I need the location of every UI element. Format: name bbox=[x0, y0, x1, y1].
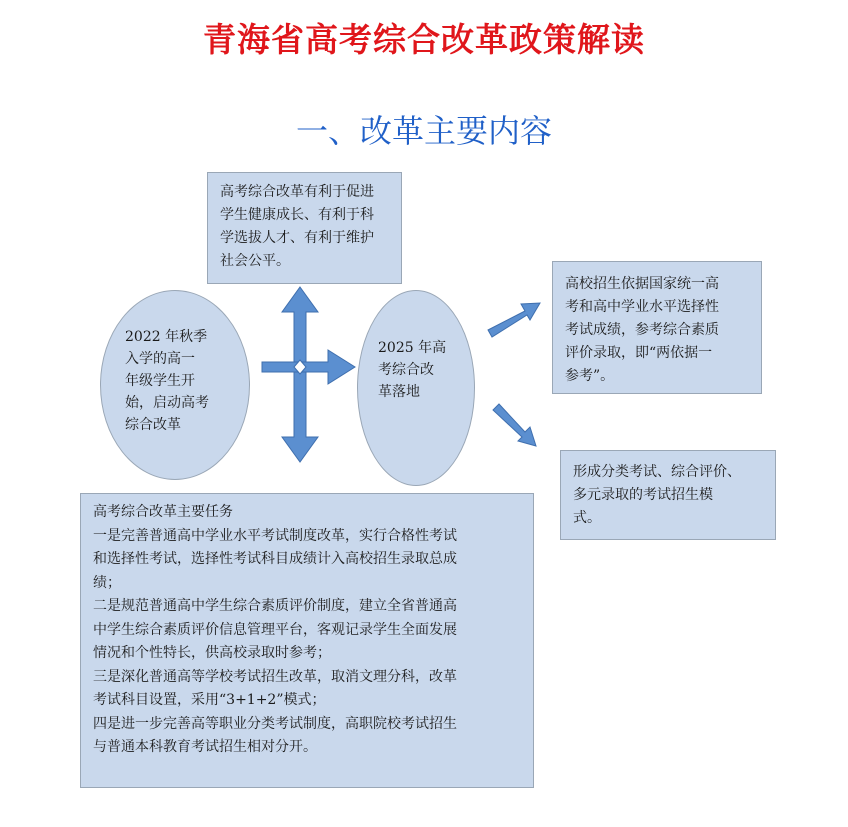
box-line: 评价录取，即“两依据一 bbox=[565, 345, 713, 361]
tasks-line: 中学生综合素质评价信息管理平台，客观记录学生全面发展 bbox=[93, 621, 457, 638]
tasks-line: 考试科目设置，采用“3+1+2”模式； bbox=[93, 692, 326, 708]
admission-model-box bbox=[560, 450, 776, 540]
tasks-line: 二是规范普通高中学生综合素质评价制度，建立全省普通高 bbox=[93, 598, 457, 614]
tasks-line: 情况和个性特长，供高校录取时参考； bbox=[93, 645, 331, 661]
ellipse-line: 2022 年秋季 bbox=[125, 329, 208, 345]
tasks-line: 一是完善普通高中学业水平考试制度改革，实行合格性考试 bbox=[93, 527, 457, 544]
start-ellipse bbox=[100, 290, 250, 480]
landing-ellipse bbox=[357, 290, 475, 486]
box-line: 形成分类考试、综合评价、 bbox=[573, 464, 741, 480]
box-line: 考和高中学业水平选择性 bbox=[565, 299, 719, 315]
ellipse-line: 入学的高一 bbox=[125, 351, 195, 367]
ellipse-line: 2025 年高 bbox=[378, 340, 447, 356]
box-line: 高校招生依据国家统一高 bbox=[565, 276, 719, 292]
box-line: 参考”。 bbox=[565, 368, 615, 384]
tasks-line: 绩； bbox=[93, 574, 121, 591]
box-line: 社会公平。 bbox=[220, 253, 290, 269]
box-line: 学生健康成长、有利于科 bbox=[220, 207, 374, 223]
main-tasks-box bbox=[80, 493, 534, 788]
arrow-up-right bbox=[488, 303, 540, 337]
box-line: 式。 bbox=[573, 510, 601, 526]
box-line: 高考综合改革有利于促进 bbox=[220, 184, 374, 200]
ellipse-line: 始，启动高考 bbox=[125, 395, 209, 411]
tasks-line: 四是进一步完善高等职业分类考试制度，高职院校考试招生 bbox=[93, 715, 457, 732]
tasks-line: 三是深化普通高等学校考试招生改革，取消文理分科，改革 bbox=[93, 668, 457, 685]
box-line: 学选拔人才、有利于维护 bbox=[220, 230, 374, 246]
ellipse-line: 综合改革 bbox=[125, 417, 181, 433]
tasks-line: 和选择性考试，选择性考试科目成绩计入高校招生录取总成 bbox=[93, 551, 457, 567]
box-line: 多元录取的考试招生模 bbox=[573, 487, 713, 503]
tasks-line: 与普通本科教育考试招生相对分开。 bbox=[93, 739, 317, 755]
page-title: 青海省高考综合改革政策解读 bbox=[203, 20, 645, 59]
ellipse-line: 革落地 bbox=[378, 384, 420, 400]
tasks-heading: 高考综合改革主要任务 bbox=[93, 504, 233, 520]
section-title: 一、改革主要内容 bbox=[295, 112, 552, 150]
admission-basis-box bbox=[552, 261, 762, 394]
benefits-box bbox=[207, 172, 402, 284]
box-line: 考试成绩，参考综合素质 bbox=[565, 322, 719, 338]
horizontal-arrow bbox=[262, 350, 355, 384]
ellipse-line: 年级学生开 bbox=[125, 373, 195, 389]
arrow-down-right bbox=[493, 404, 536, 446]
ellipse-line: 考综合改 bbox=[378, 362, 434, 378]
